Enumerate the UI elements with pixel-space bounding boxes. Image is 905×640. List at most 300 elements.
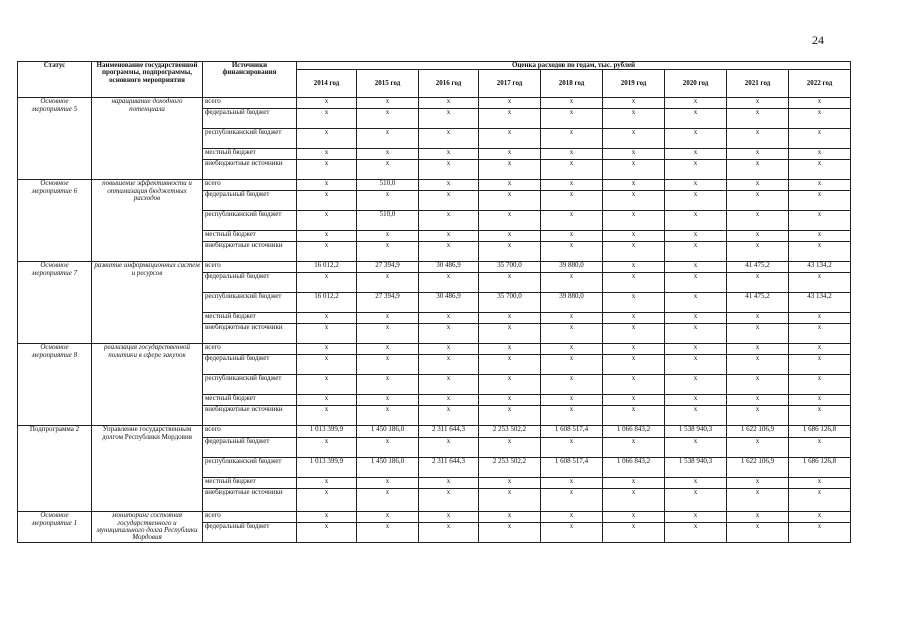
value-cell: x xyxy=(727,98,789,109)
value-cell: x xyxy=(727,180,789,191)
value-cell: x xyxy=(541,211,603,231)
value-cell: x xyxy=(541,489,603,512)
value-cell: x xyxy=(665,242,727,262)
value-cell: x xyxy=(297,149,357,160)
value-cell: x xyxy=(665,231,727,242)
value-cell: x xyxy=(665,313,727,324)
value-cell: x xyxy=(603,438,665,458)
funding-source-cell: всего xyxy=(203,262,297,273)
funding-source-cell: всего xyxy=(203,98,297,109)
value-cell: 41 475,2 xyxy=(727,262,789,273)
program-name-cell: мониторинг состояния государственного и муниципального долга Республики Мордовия xyxy=(92,512,203,543)
value-cell: x xyxy=(541,395,603,406)
header-year: 2020 год xyxy=(665,70,727,98)
value-cell: x xyxy=(419,438,479,458)
value-cell: x xyxy=(297,395,357,406)
status-cell: Основное мероприятие 6 xyxy=(18,180,92,262)
value-cell: x xyxy=(419,180,479,191)
value-cell: x xyxy=(297,512,357,523)
table-row xyxy=(18,262,851,273)
value-cell: x xyxy=(479,98,541,109)
value-cell: 41 475,2 xyxy=(727,293,789,313)
value-cell: x xyxy=(789,129,851,149)
header-year: 2015 год xyxy=(357,70,419,98)
value-cell: x xyxy=(419,489,479,512)
value-cell: x xyxy=(357,129,419,149)
value-cell: x xyxy=(603,160,665,180)
value-cell: 510,0 xyxy=(357,211,419,231)
value-cell: x xyxy=(479,231,541,242)
value-cell: x xyxy=(727,355,789,375)
funding-source-cell: местный бюджет xyxy=(203,149,297,160)
funding-source-cell: внебюджетные источники xyxy=(203,406,297,426)
value-cell: x xyxy=(789,211,851,231)
program-name-cell: развитие информационных систем и ресурсов xyxy=(92,262,203,344)
value-cell: x xyxy=(419,273,479,293)
value-cell: x xyxy=(603,355,665,375)
value-cell: x xyxy=(479,344,541,355)
value-cell: x xyxy=(603,344,665,355)
funding-source-cell: федеральный бюджет xyxy=(203,438,297,458)
funding-source-cell: местный бюджет xyxy=(203,395,297,406)
value-cell: x xyxy=(541,313,603,324)
value-cell: x xyxy=(603,262,665,273)
value-cell: x xyxy=(419,344,479,355)
value-cell: 2 253 502,2 xyxy=(479,458,541,478)
header-year: 2019 год xyxy=(603,70,665,98)
value-cell: x xyxy=(479,109,541,129)
value-cell: x xyxy=(665,512,727,523)
value-cell: x xyxy=(727,375,789,395)
value-cell: x xyxy=(665,355,727,375)
value-cell: x xyxy=(541,324,603,344)
value-cell: x xyxy=(665,523,727,543)
value-cell: x xyxy=(419,98,479,109)
program-name-cell: реализация государственной политики в сфере закупок xyxy=(92,344,203,426)
value-cell: x xyxy=(357,231,419,242)
header-year: 2014 год xyxy=(297,70,357,98)
header-year: 2016 год xyxy=(419,70,479,98)
value-cell: x xyxy=(665,478,727,489)
value-cell: x xyxy=(419,375,479,395)
value-cell: 30 486,9 xyxy=(419,293,479,313)
value-cell: 39 880,0 xyxy=(541,293,603,313)
header-year: 2022 год xyxy=(789,70,851,98)
value-cell: x xyxy=(603,180,665,191)
value-cell: x xyxy=(419,129,479,149)
value-cell: x xyxy=(789,489,851,512)
value-cell: x xyxy=(419,231,479,242)
value-cell: x xyxy=(479,242,541,262)
value-cell: x xyxy=(789,160,851,180)
value-cell: x xyxy=(419,109,479,129)
value-cell: x xyxy=(789,242,851,262)
value-cell: x xyxy=(479,355,541,375)
value-cell: 1 608 517,4 xyxy=(541,458,603,478)
value-cell: x xyxy=(665,109,727,129)
page-number: 24 xyxy=(812,33,824,47)
value-cell: x xyxy=(665,489,727,512)
header-sources: Источники финансирования xyxy=(203,62,297,98)
value-cell: x xyxy=(297,438,357,458)
value-cell: x xyxy=(479,523,541,543)
table-row xyxy=(18,98,851,109)
header-year: 2017 год xyxy=(479,70,541,98)
value-cell: x xyxy=(357,273,419,293)
value-cell: x xyxy=(665,211,727,231)
value-cell: x xyxy=(727,273,789,293)
value-cell: x xyxy=(357,523,419,543)
value-cell: x xyxy=(297,375,357,395)
value-cell: x xyxy=(297,344,357,355)
value-cell: x xyxy=(479,489,541,512)
funding-source-cell: республиканский бюджет xyxy=(203,129,297,149)
value-cell: 27 394,9 xyxy=(357,262,419,273)
value-cell: x xyxy=(297,355,357,375)
value-cell: x xyxy=(419,512,479,523)
value-cell: x xyxy=(665,438,727,458)
funding-source-cell: федеральный бюджет xyxy=(203,109,297,129)
value-cell: 1 450 186,0 xyxy=(357,458,419,478)
status-cell: Основное мероприятие 1 xyxy=(18,512,92,543)
value-cell: x xyxy=(727,395,789,406)
value-cell: x xyxy=(297,242,357,262)
value-cell: x xyxy=(357,395,419,406)
value-cell: x xyxy=(357,98,419,109)
value-cell: x xyxy=(541,512,603,523)
value-cell: 1 622 106,9 xyxy=(727,458,789,478)
value-cell: x xyxy=(727,324,789,344)
value-cell: x xyxy=(603,478,665,489)
value-cell: x xyxy=(297,523,357,543)
value-cell: x xyxy=(727,406,789,426)
funding-source-cell: внебюджетные источники xyxy=(203,324,297,344)
value-cell: x xyxy=(541,478,603,489)
value-cell: 1 013 399,9 xyxy=(297,458,357,478)
value-cell: x xyxy=(479,191,541,211)
funding-source-cell: всего xyxy=(203,512,297,523)
value-cell: 35 700,0 xyxy=(479,293,541,313)
value-cell: x xyxy=(665,344,727,355)
value-cell: 1 686 126,8 xyxy=(789,458,851,478)
value-cell: x xyxy=(541,355,603,375)
status-cell: Основное мероприятие 8 xyxy=(18,344,92,426)
value-cell: x xyxy=(419,313,479,324)
value-cell: x xyxy=(727,211,789,231)
header-estimate: Оценка расходов по годам, тыс. рублей xyxy=(297,62,851,70)
value-cell: x xyxy=(541,438,603,458)
value-cell: x xyxy=(297,191,357,211)
value-cell: x xyxy=(357,109,419,129)
value-cell: 510,0 xyxy=(357,180,419,191)
value-cell: x xyxy=(789,438,851,458)
value-cell: x xyxy=(357,324,419,344)
value-cell: x xyxy=(357,438,419,458)
value-cell: x xyxy=(541,231,603,242)
value-cell: x xyxy=(727,129,789,149)
value-cell: x xyxy=(297,211,357,231)
value-cell: x xyxy=(789,231,851,242)
value-cell: x xyxy=(419,211,479,231)
value-cell: x xyxy=(419,324,479,344)
value-cell: x xyxy=(479,211,541,231)
value-cell: x xyxy=(789,98,851,109)
table-row xyxy=(18,180,851,191)
value-cell: x xyxy=(541,129,603,149)
value-cell: 1 450 186,0 xyxy=(357,426,419,438)
value-cell: x xyxy=(541,191,603,211)
header-status: Статус xyxy=(18,62,92,98)
funding-source-cell: республиканский бюджет xyxy=(203,293,297,313)
value-cell: x xyxy=(789,180,851,191)
value-cell: x xyxy=(479,406,541,426)
value-cell: x xyxy=(665,324,727,344)
value-cell: x xyxy=(603,489,665,512)
value-cell: x xyxy=(789,478,851,489)
value-cell: 16 012,2 xyxy=(297,262,357,273)
value-cell: x xyxy=(357,160,419,180)
value-cell: x xyxy=(357,375,419,395)
value-cell: 1 066 843,2 xyxy=(603,426,665,438)
status-cell: Подпрограмма 2 xyxy=(18,426,92,512)
value-cell: 2 253 502,2 xyxy=(479,426,541,438)
value-cell: x xyxy=(541,242,603,262)
value-cell: x xyxy=(789,395,851,406)
value-cell: x xyxy=(789,273,851,293)
value-cell: x xyxy=(603,98,665,109)
value-cell: x xyxy=(297,98,357,109)
value-cell: x xyxy=(727,191,789,211)
value-cell: x xyxy=(727,512,789,523)
value-cell: x xyxy=(479,180,541,191)
value-cell: x xyxy=(357,242,419,262)
value-cell: x xyxy=(297,478,357,489)
value-cell: x xyxy=(603,395,665,406)
value-cell: 2 311 644,3 xyxy=(419,458,479,478)
value-cell: x xyxy=(541,273,603,293)
value-cell: x xyxy=(665,129,727,149)
value-cell: x xyxy=(357,478,419,489)
value-cell: x xyxy=(665,191,727,211)
value-cell: x xyxy=(541,180,603,191)
value-cell: x xyxy=(603,231,665,242)
value-cell: x xyxy=(789,109,851,129)
program-name-cell: Управление государственным долгом Республики Мордовия xyxy=(92,426,203,512)
value-cell: x xyxy=(727,523,789,543)
value-cell: x xyxy=(727,149,789,160)
value-cell: x xyxy=(479,313,541,324)
value-cell: x xyxy=(665,406,727,426)
value-cell: x xyxy=(665,375,727,395)
value-cell: 16 012,2 xyxy=(297,293,357,313)
value-cell: x xyxy=(419,160,479,180)
value-cell: 2 311 644,3 xyxy=(419,426,479,438)
value-cell: x xyxy=(357,406,419,426)
value-cell: x xyxy=(789,313,851,324)
value-cell: x xyxy=(419,523,479,543)
funding-source-cell: местный бюджет xyxy=(203,478,297,489)
value-cell: x xyxy=(297,406,357,426)
funding-source-cell: всего xyxy=(203,344,297,355)
value-cell: x xyxy=(665,98,727,109)
value-cell: x xyxy=(789,344,851,355)
funding-source-cell: всего xyxy=(203,180,297,191)
value-cell: x xyxy=(727,489,789,512)
value-cell: x xyxy=(789,149,851,160)
value-cell: x xyxy=(603,313,665,324)
value-cell: x xyxy=(541,109,603,129)
value-cell: x xyxy=(789,406,851,426)
table-body xyxy=(18,98,851,543)
value-cell: 39 880,0 xyxy=(541,262,603,273)
value-cell: x xyxy=(603,242,665,262)
funding-source-cell: федеральный бюджет xyxy=(203,523,297,543)
header-name: Наименование государственной программы, подпрограммы, основного мероприятия xyxy=(92,62,203,98)
value-cell: 27 394,9 xyxy=(357,293,419,313)
value-cell: x xyxy=(479,129,541,149)
value-cell: x xyxy=(479,273,541,293)
value-cell: x xyxy=(603,512,665,523)
funding-source-cell: внебюджетные источники xyxy=(203,489,297,512)
value-cell: x xyxy=(789,355,851,375)
value-cell: 1 013 399,9 xyxy=(297,426,357,438)
value-cell: x xyxy=(603,324,665,344)
value-cell: x xyxy=(603,273,665,293)
header-year: 2018 год xyxy=(541,70,603,98)
value-cell: x xyxy=(541,98,603,109)
value-cell: x xyxy=(727,344,789,355)
value-cell: x xyxy=(789,523,851,543)
value-cell: x xyxy=(727,313,789,324)
value-cell: x xyxy=(603,191,665,211)
value-cell: x xyxy=(603,109,665,129)
value-cell: x xyxy=(727,231,789,242)
value-cell: x xyxy=(479,438,541,458)
value-cell: 1 686 126,8 xyxy=(789,426,851,438)
value-cell: 30 486,9 xyxy=(419,262,479,273)
value-cell: x xyxy=(541,375,603,395)
value-cell: x xyxy=(541,523,603,543)
value-cell: 1 622 106,9 xyxy=(727,426,789,438)
funding-source-cell: республиканский бюджет xyxy=(203,375,297,395)
value-cell: 1 066 843,2 xyxy=(603,458,665,478)
value-cell: x xyxy=(789,512,851,523)
value-cell: x xyxy=(419,355,479,375)
value-cell: x xyxy=(357,313,419,324)
funding-source-cell: республиканский бюджет xyxy=(203,458,297,478)
value-cell: x xyxy=(297,489,357,512)
value-cell: x xyxy=(541,149,603,160)
table-row xyxy=(18,426,851,438)
program-name-cell: повышение эффективности и оптимизация бюджетных расходов xyxy=(92,180,203,262)
value-cell: x xyxy=(665,395,727,406)
value-cell: 1 538 940,3 xyxy=(665,426,727,438)
value-cell: x xyxy=(603,375,665,395)
value-cell: x xyxy=(419,149,479,160)
value-cell: x xyxy=(727,438,789,458)
value-cell: x xyxy=(665,293,727,313)
value-cell: x xyxy=(665,160,727,180)
value-cell: x xyxy=(297,180,357,191)
value-cell: x xyxy=(297,129,357,149)
value-cell: 35 700,0 xyxy=(479,262,541,273)
value-cell: x xyxy=(479,324,541,344)
program-name-cell: наращивание доходного потенциала xyxy=(92,98,203,180)
value-cell: x xyxy=(357,355,419,375)
status-cell: Основное мероприятие 7 xyxy=(18,262,92,344)
value-cell: x xyxy=(603,129,665,149)
value-cell: x xyxy=(357,191,419,211)
value-cell: x xyxy=(419,395,479,406)
funding-source-cell: федеральный бюджет xyxy=(203,355,297,375)
value-cell: x xyxy=(789,191,851,211)
value-cell: x xyxy=(727,109,789,129)
status-cell: Основное мероприятие 5 xyxy=(18,98,92,180)
value-cell: x xyxy=(541,160,603,180)
funding-source-cell: внебюджетные источники xyxy=(203,160,297,180)
value-cell: x xyxy=(357,149,419,160)
table-row xyxy=(18,512,851,523)
value-cell: x xyxy=(603,211,665,231)
value-cell: 43 134,2 xyxy=(789,293,851,313)
header-year: 2021 год xyxy=(727,70,789,98)
value-cell: x xyxy=(479,512,541,523)
value-cell: x xyxy=(357,512,419,523)
value-cell: x xyxy=(665,273,727,293)
value-cell: x xyxy=(479,395,541,406)
table-header xyxy=(18,62,851,98)
table-row xyxy=(18,344,851,355)
value-cell: x xyxy=(479,375,541,395)
value-cell: 43 134,2 xyxy=(789,262,851,273)
value-cell: x xyxy=(297,109,357,129)
value-cell: x xyxy=(727,160,789,180)
value-cell: x xyxy=(419,191,479,211)
value-cell: x xyxy=(603,406,665,426)
funding-source-cell: всего xyxy=(203,426,297,438)
funding-source-cell: внебюджетные источники xyxy=(203,242,297,262)
value-cell: x xyxy=(665,149,727,160)
value-cell: x xyxy=(419,406,479,426)
value-cell: x xyxy=(419,478,479,489)
funding-source-cell: республиканский бюджет xyxy=(203,211,297,231)
value-cell: x xyxy=(789,324,851,344)
value-cell: x xyxy=(297,313,357,324)
value-cell: x xyxy=(541,344,603,355)
value-cell: x xyxy=(603,523,665,543)
value-cell: x xyxy=(603,293,665,313)
value-cell: x xyxy=(419,242,479,262)
funding-source-cell: местный бюджет xyxy=(203,231,297,242)
value-cell: x xyxy=(357,344,419,355)
value-cell: x xyxy=(479,478,541,489)
value-cell: x xyxy=(479,160,541,180)
value-cell: x xyxy=(727,242,789,262)
value-cell: x xyxy=(297,324,357,344)
funding-source-cell: федеральный бюджет xyxy=(203,273,297,293)
value-cell: 1 608 517,4 xyxy=(541,426,603,438)
funding-source-cell: федеральный бюджет xyxy=(203,191,297,211)
value-cell: x xyxy=(357,489,419,512)
value-cell: x xyxy=(603,149,665,160)
funding-source-cell: местный бюджет xyxy=(203,313,297,324)
value-cell: x xyxy=(297,160,357,180)
value-cell: 1 538 940,3 xyxy=(665,458,727,478)
value-cell: x xyxy=(727,478,789,489)
value-cell: x xyxy=(541,406,603,426)
value-cell: x xyxy=(665,180,727,191)
value-cell: x xyxy=(297,273,357,293)
